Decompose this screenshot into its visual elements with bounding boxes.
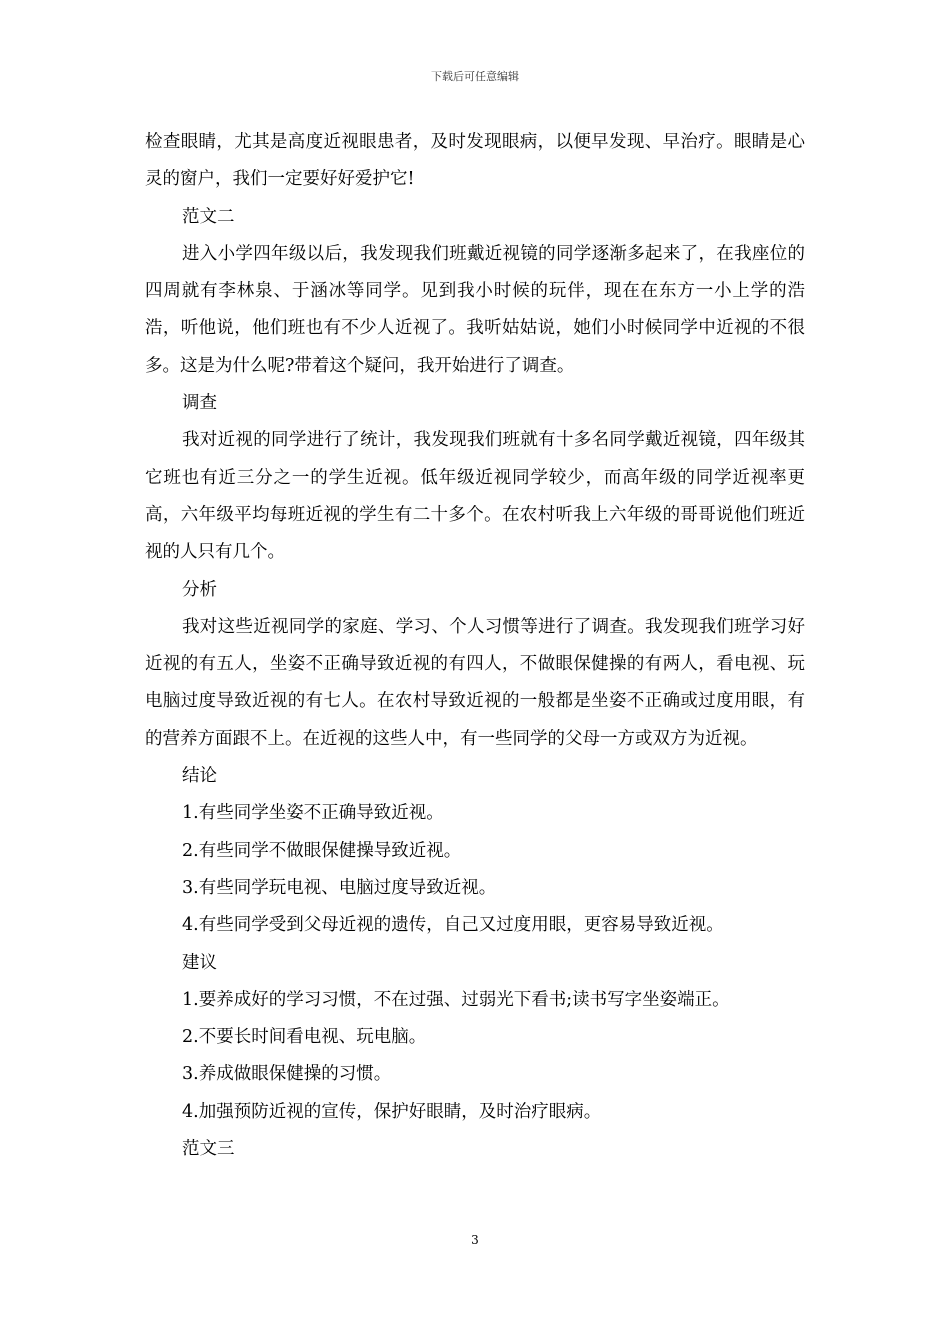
section-heading: 范文三: [182, 1139, 235, 1160]
paragraph: 我对近视的同学进行了统计，我发现我们班就有十多名同学戴近视镜，四年级其它班也有近三分之一的学生近视。低年级近视同学较少，而高年级的同学近视率更高，六年级平均每班近视的学生有二十多个。在农村听我上六年级的哥哥说他们班近视的人只有几个。: [145, 430, 805, 563]
page-number: 3: [471, 1233, 479, 1247]
list-item: 1.有些同学坐姿不正确导致近视。: [182, 803, 444, 824]
list-item: 2.不要长时间看电视、玩电脑。: [182, 1027, 427, 1048]
header-note: 下载后可任意编辑: [431, 70, 519, 83]
list-item: 4.加强预防近视的宣传，保护好眼睛，及时治疗眼病。: [182, 1101, 602, 1122]
paragraph: 检查眼睛，尤其是高度近视眼患者，及时发现眼病，以便早发现、早治疗。眼睛是心灵的窗户，我们一定要好好爱护它!: [145, 132, 805, 190]
list-item: 4.有些同学受到父母近视的遗传，自己又过度用眼，更容易导致近视。: [182, 915, 724, 936]
section-heading: 结论: [182, 766, 217, 787]
paragraph: 我对这些近视同学的家庭、学习、个人习惯等进行了调查。我发现我们班学习好近视的有五人，坐姿不正确导致近视的有四人，不做眼保健操的有两人，看电视、玩电脑过度导致近视的有七人。在农村导致近视的一般都是坐姿不正确或过度用眼，有的营养方面跟不上。在近视的这些人中，有一些同学的父母一方或双方为近视。: [145, 616, 805, 749]
body-text: [145, 124, 805, 1168]
list-item: 3.养成做眼保健操的习惯。: [182, 1064, 392, 1085]
list-item: 3.有些同学玩电视、电脑过度导致近视。: [182, 877, 497, 898]
section-heading: 范文二: [182, 206, 235, 227]
section-heading: 建议: [182, 952, 217, 973]
list-item: 1.要养成好的学习习惯，不在过强、过弱光下看书;读书写字坐姿端正。: [182, 989, 730, 1010]
section-heading: 分析: [182, 579, 217, 600]
section-heading: 调查: [182, 393, 217, 414]
paragraph: 进入小学四年级以后，我发现我们班戴近视镜的同学逐渐多起来了，在我座位的四周就有李林泉、于涵冰等同学。见到我小时候的玩伴，现在在东方一小上学的浩浩，听他说，他们班也有不少人近视了。我听姑姑说，她们小时候同学中近视的不很多。这是为什么呢?带着这个疑问，我开始进行了调查。: [145, 243, 805, 376]
list-item: 2.有些同学不做眼保健操导致近视。: [182, 840, 462, 861]
